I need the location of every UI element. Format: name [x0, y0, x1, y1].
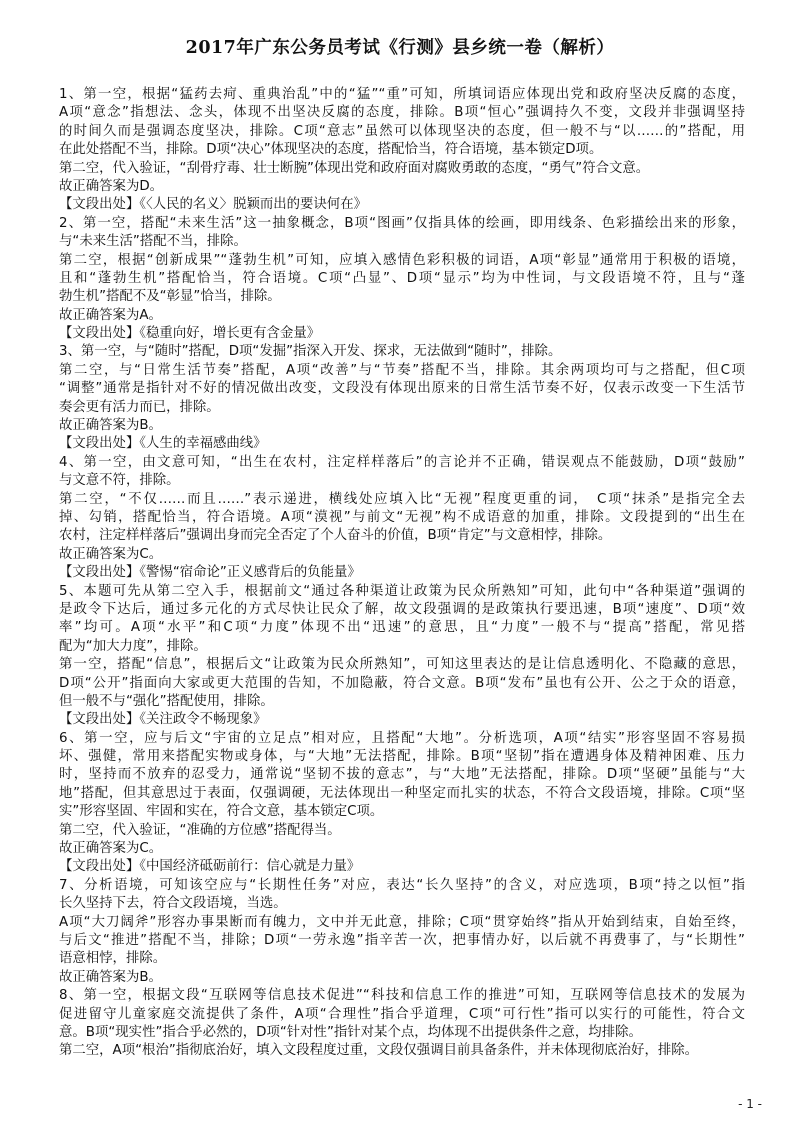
source-citation-line: 【文段出处】《中国经济砥砺前行：信心就是力量》 [59, 859, 361, 875]
question-explanation-start: 5、本题可先从第二空入手，根据前文“通过各种渠道让政策为民众所熟知”可知，此句中“各种渠道”强调的 [59, 583, 745, 599]
text-line: 的时间久而是强调态度坚决，排除。C项“意志”虽然可以体现坚决的态度，但一般不与“以……的”搭配，用 [59, 123, 745, 139]
source-citation-line: 【文段出处】《关注政令不畅现象》 [59, 712, 267, 728]
question-explanation-start: 8、第一空，根据文段“互联网等信息技术促进”“科技和信息工作的推进”可知，互联网等信息技术的发展为 [59, 988, 745, 1004]
text-line: 促进留守儿童家庭交流提供了条件，A项“合理性”指合乎道理，C项“可行性”指可以实行的可能性，符合文 [59, 1006, 745, 1022]
text-line: 第二空，与“日常生活节奏”搭配，A项“改善”与“节奏”搭配不当，排除。其余两项均可与之搭配，但C项 [59, 362, 745, 378]
text-line: 意。B项“现实性”指合乎必然的，D项“针对性”指针对某个点，均体现不出提供条件之意，均排除。 [59, 1024, 642, 1040]
source-citation-line: 【文段出处】《〈人民的名义〉脱颖而出的要诀何在》 [59, 197, 367, 213]
text-line: 长久坚持下去，符合文段语境，当选。 [59, 896, 287, 912]
question-explanation-start: 3、第一空，与“随时”搭配，D项“发掘”指深入开发、探求，无法做到“随时”，排除。 [59, 344, 562, 360]
text-line: 第二空，代入验证，“准确的方位感”搭配得当。 [59, 822, 341, 838]
page-title: 2017年广东公务员考试《行测》县乡统一卷（解析） [185, 38, 615, 58]
text-line: 时，坚持而不放弃的忍受力，通常说“坚韧不拔的意志”，与“大地”无法搭配，排除。D项“坚硬”虽能与“大 [59, 767, 745, 783]
source-citation-line: 【文段出处】《稳重向好，增长更有含金量》 [59, 326, 321, 342]
answer-line: 故正确答案为A。 [59, 307, 162, 323]
question-explanation-start: 2、第一空，搭配“未来生活”这一抽象概念，B项“图画”仅指具体的绘画，即用线条、色彩描绘出来的形象， [59, 215, 745, 231]
text-line: 语意相悖，排除。 [59, 951, 167, 967]
question-explanation-start: 6、第一空，应与后文“宇宙的立足点”相对应，且搭配“大地”。分析选项，A项“结实”形容坚固不容易损 [59, 730, 745, 746]
text-line: A项“大刀阔斧”形容办事果断而有魄力，文中并无此意，排除；C项“贯穿始终”指从开始到结束，自始至终， [59, 914, 745, 930]
text-line: 是政令下达后，通过多元化的方式尽快让民众了解，故文段强调的是政策执行要迅速，B项“速度”、D项“效 [59, 601, 745, 617]
source-citation-line: 【文段出处】《警惕“宿命论”正义感背后的负能量》 [59, 565, 361, 581]
text-line: 率”均可。A项“水平”和C项“力度”体现不出“迅速”的意思，且“力度”一般不与“提高”搭配，常见搭 [59, 620, 745, 636]
answer-line: 故正确答案为B。 [59, 418, 162, 434]
question-explanation-start: 7、分析语境，可知该空应与“长期性任务”对应，表达“长久坚持”的含义，对应选项，B项“持之以恒”指 [59, 877, 745, 893]
document-body [59, 86, 745, 1061]
text-line: 坏、强健，常用来搭配实物或身体，与“大地”无法搭配，排除。B项“坚韧”指在遭遇身体及精神困难、压力 [59, 749, 745, 765]
text-line: D项“公开”指面向大家或更大范围的告知，不加隐蔽，符合文意。B项“发布”虽也有公开、公之于众的语意， [59, 675, 745, 691]
text-line: 第二空，A项“根治”指彻底治好，填入文段程度过重，文段仅强调目前具备条件，并未体现彻底治好，排除。 [59, 1043, 698, 1059]
answer-line: 故正确答案为C。 [59, 841, 163, 857]
text-line: 实”形容坚固、牢固和实在，符合文意，基本锁定C项。 [59, 804, 384, 820]
text-line: 勃生机”搭配不及“彰显”恰当，排除。 [59, 289, 281, 305]
text-line: 奏会更有活力而已，排除。 [59, 399, 220, 415]
text-line: 掉、勾销，搭配恰当，符合语境。A项“漠视”与前文“无视”构不成语意的加重，排除。文段提到的“出生在 [59, 509, 745, 525]
text-line: 第二空，根据“创新成果”“蓬勃生机”可知，应填入感情色彩积极的词语，A项“彰显”通常用于积极的语境， [59, 252, 745, 268]
text-line: “调整”通常是指针对不好的情况做出改变，文段没有体现出原来的日常生活节奏不好，仅表示改变一下生活节 [59, 381, 745, 397]
text-line: A项“意念”指想法、念头，体现不出坚决反腐的态度，排除。B项“恒心”强调持久不变，文段并非强调坚持 [59, 105, 745, 121]
source-citation-line: 【文段出处】《人生的幸福感曲线》 [59, 436, 267, 452]
answer-line: 故正确答案为D。 [59, 178, 164, 194]
page-number: - 1 - [738, 1097, 762, 1111]
text-line: 且和“蓬勃生机”搭配恰当，符合语境。C项“凸显”、D项“显示”均为中性词，与文段语境不符，且与“蓬 [59, 270, 745, 286]
text-line: 与文意不符，排除。 [59, 473, 180, 489]
text-line: 与后文“推进”搭配不当，排除；D项“一劳永逸”指辛苦一次，把事情办好，以后就不再费事了，与“长期性” [59, 932, 745, 948]
question-explanation-start: 4、第一空，由文意可知，“出生在农村，注定样样落后”的言论并不正确，错误观点不能鼓励，D项“鼓励” [59, 454, 745, 470]
answer-line: 故正确答案为B。 [59, 969, 162, 985]
text-line: 与“未来生活”搭配不当，排除。 [59, 234, 247, 250]
text-line: 第一空，搭配“信息”，根据后文“让政策为民众所熟知”，可知这里表达的是让信息透明化、不隐藏的意思， [59, 657, 745, 673]
text-line: 第二空，代入验证，“刮骨疗毒、壮士断腕”体现出党和政府面对腐败勇敢的态度，“勇气”符合文意。 [59, 160, 650, 176]
text-line: 农村，注定样样落后”强调出身而完全否定了个人奋斗的价值，B项“肯定”与文意相悖，排除。 [59, 528, 612, 544]
text-line: 在此处搭配不当，排除。D项“决心”体现坚决的态度，搭配恰当，符合语境，基本锁定D项。 [59, 142, 603, 158]
answer-line: 故正确答案为C。 [59, 546, 163, 562]
text-line: 地”搭配，但其意思过于表面，仅强调硬，无法体现出一种坚定而扎实的状态，不符合文段语境，排除。C项“坚 [59, 785, 745, 801]
text-line: 但一般不与“强化”搭配使用，排除。 [59, 693, 274, 709]
question-explanation-start: 1、第一空，根据“猛药去疴、重典治乱”中的“猛”“重”可知，所填词语应体现出党和政府坚决反腐的态度， [59, 87, 745, 102]
text-line: 第二空，“不仅……而且……”表示递进，横线处应填入比“无视”程度更重的词， C项“抹杀”是指完全去 [59, 491, 745, 507]
text-line: 配为“加大力度”，排除。 [59, 638, 207, 654]
